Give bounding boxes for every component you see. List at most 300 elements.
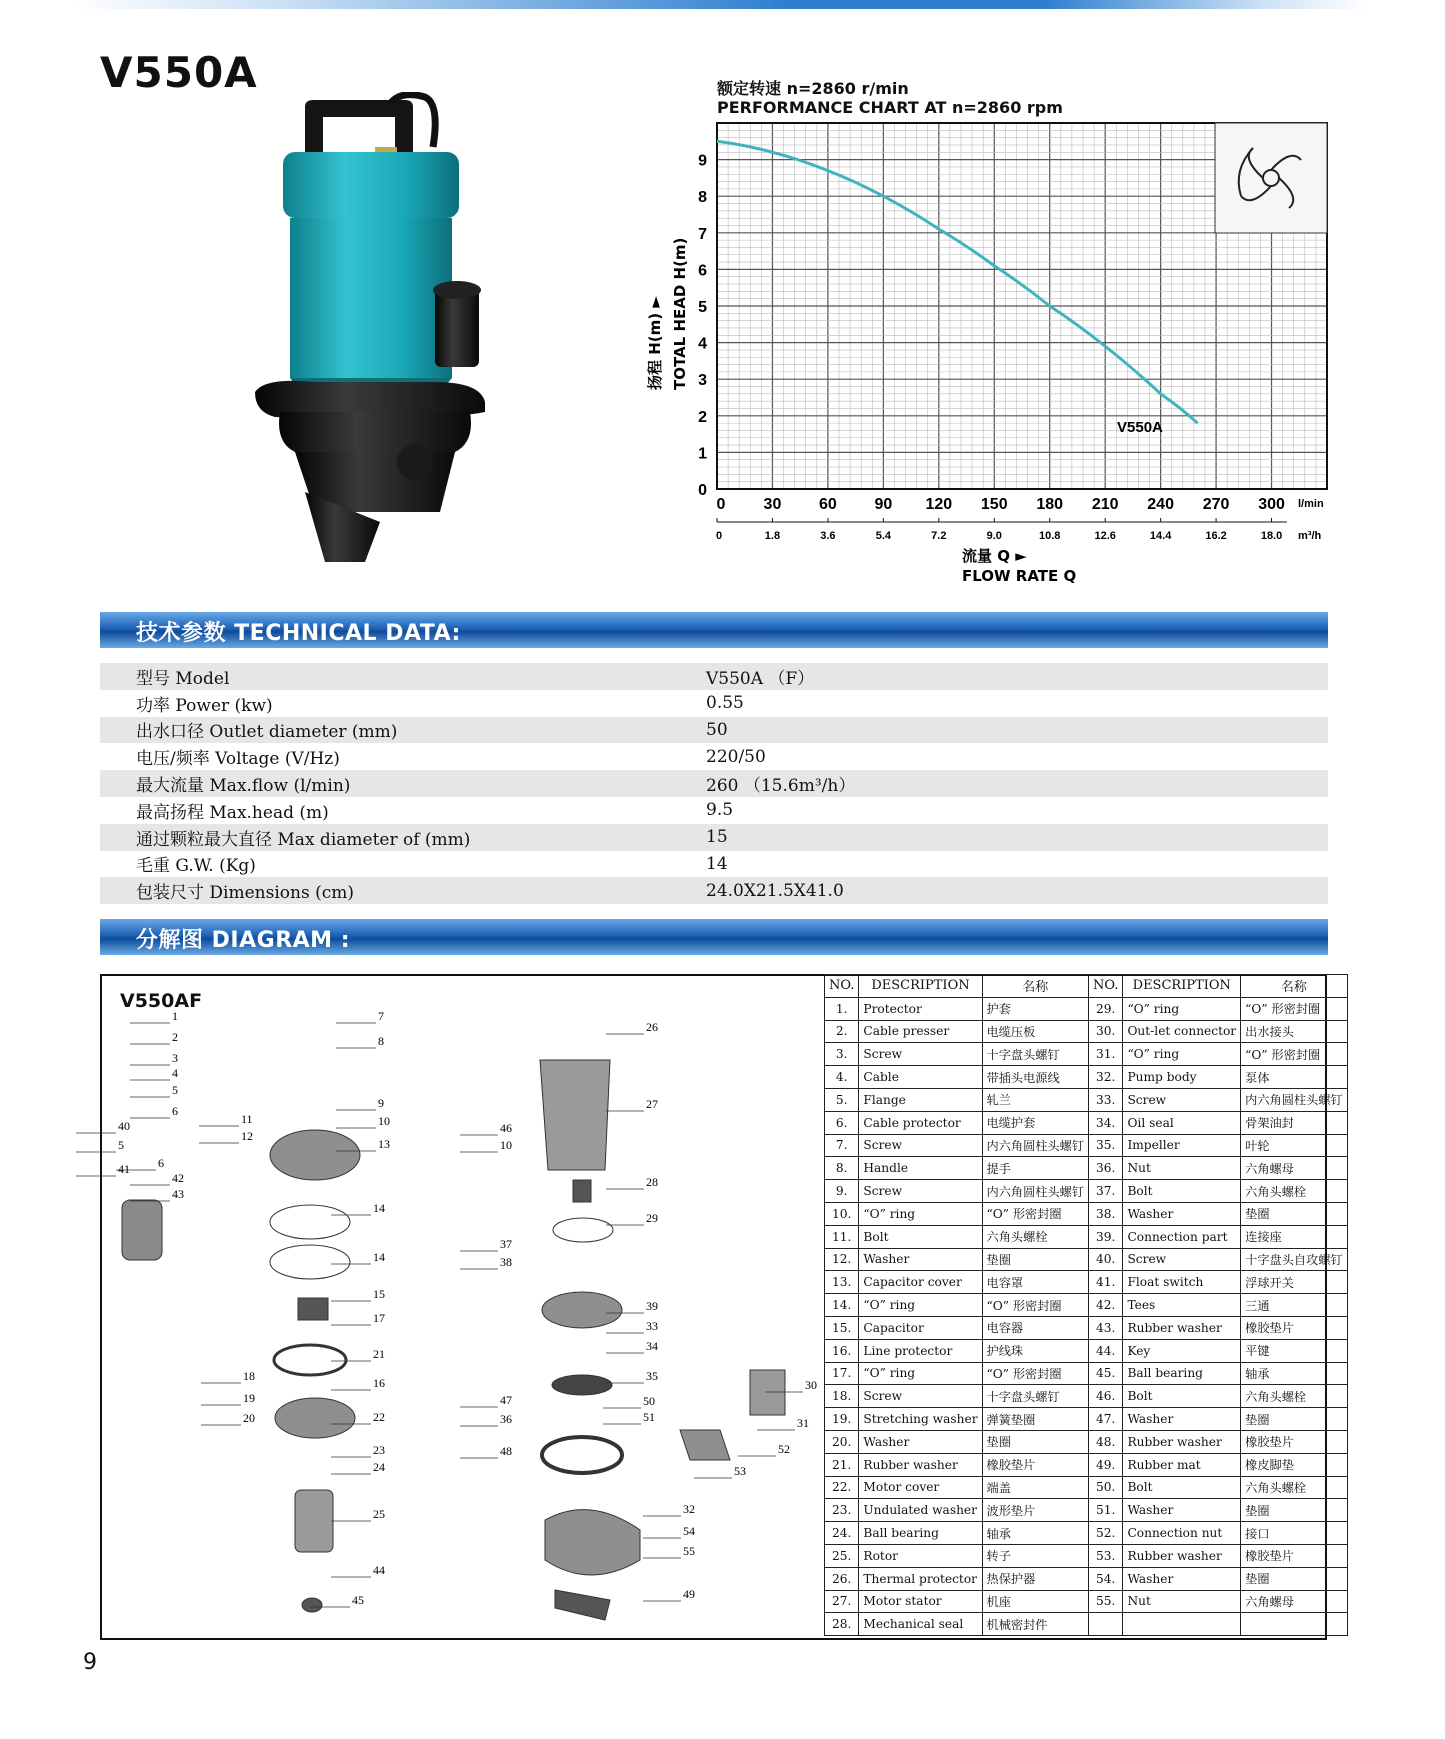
callout-label: 7 — [378, 1009, 384, 1023]
part-description: Motor cover — [859, 1476, 982, 1499]
x2-tick-label: 5.4 — [875, 530, 892, 542]
x-tick-label: 270 — [1202, 496, 1230, 513]
part-no: 18. — [825, 1385, 859, 1408]
part-description: Bolt — [1123, 1385, 1241, 1408]
part-no: 16. — [825, 1339, 859, 1362]
part-name-cn: 平键 — [1241, 1339, 1348, 1362]
tech-value: 220/50 — [706, 746, 766, 767]
part-no: 31. — [1089, 1043, 1123, 1066]
y-tick-label: 2 — [698, 408, 707, 426]
part-no: 37. — [1089, 1180, 1123, 1203]
tech-key: 出水口径 Outlet diameter (mm) — [100, 717, 706, 744]
callout-label: 27 — [646, 1097, 658, 1111]
part-no: 43. — [1089, 1316, 1123, 1339]
part-name-cn: “O” 形密封圈 — [982, 1362, 1089, 1385]
parts-row — [825, 1567, 1348, 1590]
y-tick-label: 1 — [698, 445, 707, 463]
part-name-cn: 垫圈 — [982, 1430, 1089, 1453]
parts-row — [825, 1111, 1348, 1134]
part-no: 23. — [825, 1499, 859, 1522]
part-name-cn: 十字盘头螺钉 — [982, 1385, 1089, 1408]
callout-label: 23 — [373, 1443, 385, 1457]
part-description: Connection part — [1123, 1225, 1241, 1248]
callout-label: 29 — [646, 1211, 658, 1225]
diagram-title: V550AF — [120, 990, 203, 1012]
parts-row — [825, 1202, 1348, 1225]
x2-tick-label: 16.2 — [1205, 530, 1227, 542]
part-description: Screw — [859, 1385, 982, 1408]
col-cn-2: 名称 — [1241, 975, 1348, 998]
callout-label: 2 — [172, 1030, 178, 1044]
part-no: 15. — [825, 1316, 859, 1339]
part-description: Washer — [859, 1248, 982, 1271]
part-name-cn: 六角头螺栓 — [1241, 1476, 1348, 1499]
callout-label: 12 — [241, 1129, 253, 1143]
tech-key: 通过颗粒最大直径 Max diameter of (mm) — [100, 824, 706, 851]
y-tick-label: 8 — [698, 189, 707, 207]
part-description: Rubber washer — [1123, 1430, 1241, 1453]
y-tick-label: 7 — [698, 225, 707, 243]
part-no: 9. — [825, 1180, 859, 1203]
part-description: Washer — [1123, 1567, 1241, 1590]
part-no: 5. — [825, 1088, 859, 1111]
part-name-cn: 热保护器 — [982, 1567, 1089, 1590]
tech-value: V550A （F） — [706, 663, 1328, 690]
callout-label: 50 — [643, 1394, 655, 1408]
part-no: 17. — [825, 1362, 859, 1385]
part-name-cn: 六角螺母 — [1241, 1157, 1348, 1180]
tech-key: 型号 Model — [100, 663, 706, 690]
part-description: Ball bearing — [859, 1522, 982, 1545]
parts-row — [825, 1385, 1348, 1408]
part-description: Capacitor — [859, 1316, 982, 1339]
col-desc-2: DESCRIPTION — [1123, 975, 1241, 998]
part-no: 47. — [1089, 1408, 1123, 1431]
part-name-cn: 六角螺母 — [1241, 1590, 1348, 1613]
part-description: Key — [1123, 1339, 1241, 1362]
part-no: 48. — [1089, 1430, 1123, 1453]
part-name-cn: 橡胶垫片 — [982, 1453, 1089, 1476]
part-name-cn: 机械密封件 — [982, 1613, 1089, 1636]
parts-row — [825, 1453, 1348, 1476]
callout-label: 35 — [646, 1369, 658, 1383]
part-name-cn: 轧兰 — [982, 1088, 1089, 1111]
part-name-cn: 十字盘头自攻螺钉 — [1241, 1248, 1348, 1271]
x-tick-label: 300 — [1258, 496, 1285, 513]
tech-value: 260 （15.6m³/h） — [706, 770, 1328, 797]
part-name-cn: 六角头螺栓 — [1241, 1385, 1348, 1408]
part-name-cn: 轴承 — [1241, 1362, 1348, 1385]
callout-label: 14 — [373, 1201, 385, 1215]
callout-label: 44 — [373, 1563, 385, 1577]
part-no: 35. — [1089, 1134, 1123, 1157]
part-no: 30. — [1089, 1020, 1123, 1043]
callout-label: 10 — [500, 1138, 512, 1152]
part-description: Undulated washer — [859, 1499, 982, 1522]
part-description: Cable — [859, 1066, 982, 1089]
part-name-cn: 弹簧垫圈 — [982, 1408, 1089, 1431]
part-description: Stretching washer — [859, 1408, 982, 1431]
tech-value: 14 — [706, 853, 728, 874]
parts-row — [825, 1180, 1348, 1203]
part-description: Mechanical seal — [859, 1613, 982, 1636]
part-name-cn: 浮球开关 — [1241, 1271, 1348, 1294]
parts-row — [825, 1020, 1348, 1043]
callout-label: 22 — [373, 1410, 385, 1424]
parts-row — [825, 1339, 1348, 1362]
callout-label: 28 — [646, 1175, 658, 1189]
callout-label: 31 — [797, 1416, 809, 1430]
callout-label: 45 — [352, 1593, 364, 1607]
part-description: Oil seal — [1123, 1111, 1241, 1134]
part-name-cn: 端盖 — [982, 1476, 1089, 1499]
x-tick-label: 210 — [1091, 496, 1119, 513]
part-no: 1. — [825, 997, 859, 1020]
callout-label: 3 — [172, 1051, 178, 1065]
callout-label: 47 — [500, 1393, 512, 1407]
parts-row — [825, 1590, 1348, 1613]
part-description: Bolt — [1123, 1476, 1241, 1499]
callout-label: 30 — [805, 1378, 817, 1392]
parts-row — [825, 1248, 1348, 1271]
part-no: 22. — [825, 1476, 859, 1499]
tech-value: 24.0X21.5X41.0 — [706, 877, 1328, 904]
part-no: 34. — [1089, 1111, 1123, 1134]
part-description: Motor stator — [859, 1590, 982, 1613]
parts-row — [825, 1043, 1348, 1066]
part-no: 26. — [825, 1567, 859, 1590]
parts-row — [825, 1294, 1348, 1317]
callout-label: 6 — [172, 1104, 178, 1118]
parts-row — [825, 1544, 1348, 1567]
callout-label: 24 — [373, 1460, 385, 1474]
part-name-cn: 转子 — [982, 1544, 1089, 1567]
part-no: 53. — [1089, 1544, 1123, 1567]
parts-row — [825, 1476, 1348, 1499]
part-description: Washer — [1123, 1499, 1241, 1522]
callout-label: 5 — [172, 1083, 178, 1097]
tech-key: 包装尺寸 Dimensions (cm) — [100, 877, 706, 904]
part-description: Impeller — [1123, 1134, 1241, 1157]
x-tick-label: 60 — [819, 496, 837, 513]
x2-tick-label: 9.0 — [986, 530, 1002, 542]
part-name-cn: 护套 — [982, 997, 1089, 1020]
part-description: Out-let connector — [1123, 1020, 1241, 1043]
part-name-cn: 提手 — [982, 1157, 1089, 1180]
parts-row — [825, 1408, 1348, 1431]
part-description: Flange — [859, 1088, 982, 1111]
part-description: Cable protector — [859, 1111, 982, 1134]
x2-tick-label: 0 — [715, 530, 723, 542]
y-tick-label: 6 — [698, 262, 707, 280]
part-no: 32. — [1089, 1066, 1123, 1089]
part-description: Screw — [1123, 1088, 1241, 1111]
part-description: Screw — [1123, 1248, 1241, 1271]
part-name-cn: 内六角圆柱头螺钉 — [982, 1134, 1089, 1157]
part-no: 29. — [1089, 997, 1123, 1020]
callout-label: 13 — [378, 1137, 390, 1151]
x-tick-label: 120 — [925, 496, 953, 513]
part-no: 20. — [825, 1430, 859, 1453]
part-description: Rubber washer — [1123, 1544, 1241, 1567]
tech-value: 15 — [706, 824, 1328, 851]
x-tick-label: 0 — [716, 496, 726, 513]
callout-label: 19 — [243, 1391, 255, 1405]
part-no: 33. — [1089, 1088, 1123, 1111]
callout-label: 33 — [646, 1319, 658, 1333]
callout-label: 38 — [500, 1255, 512, 1269]
part-name-cn: 带插头电源线 — [982, 1066, 1089, 1089]
part-no: 4. — [825, 1066, 859, 1089]
diagram-heading: 分解图 DIAGRAM : — [136, 928, 351, 953]
part-description: Rubber mat — [1123, 1453, 1241, 1476]
part-name-cn: 内六角圆柱头螺钉 — [1241, 1088, 1348, 1111]
page-number: 9 — [83, 1650, 97, 1675]
part-name-cn: 骨架油封 — [1241, 1111, 1348, 1134]
callout-label: 36 — [500, 1412, 512, 1426]
part-name-cn: 十字盘头螺钉 — [982, 1043, 1089, 1066]
part-name-cn: 接口 — [1241, 1522, 1348, 1545]
part-no: 52. — [1089, 1522, 1123, 1545]
part-description: Protector — [859, 997, 982, 1020]
callout-label: 16 — [373, 1376, 385, 1390]
callout-label: 32 — [683, 1502, 695, 1516]
part-no: 49. — [1089, 1453, 1123, 1476]
x2-tick-label: 3.6 — [820, 530, 836, 542]
part-name-cn: “O” 形密封圈 — [982, 1294, 1089, 1317]
part-name-cn: 垫圈 — [1241, 1202, 1348, 1225]
part-name-cn: 六角头螺栓 — [982, 1225, 1089, 1248]
callout-label: 8 — [378, 1034, 384, 1048]
chart-title-cn: 额定转速 n=2860 r/min — [717, 79, 909, 98]
x2-tick-label: 7.2 — [931, 530, 947, 542]
y-tick-label: 9 — [698, 152, 707, 170]
x-unit-2: m³/h — [1298, 530, 1322, 542]
callout-label: 54 — [683, 1524, 695, 1538]
part-name-cn — [1241, 1613, 1348, 1636]
callout-label: 20 — [243, 1411, 255, 1425]
part-no: 51. — [1089, 1499, 1123, 1522]
tech-value: 9.5 — [706, 800, 734, 821]
x-unit-1: l/min — [1298, 498, 1324, 510]
part-description: “O” ring — [859, 1202, 982, 1225]
part-description: Connection nut — [1123, 1522, 1241, 1545]
part-description: Rubber washer — [859, 1453, 982, 1476]
part-no: 54. — [1089, 1567, 1123, 1590]
callout-label: 37 — [500, 1237, 512, 1251]
part-no: 28. — [825, 1613, 859, 1636]
model-title: V550A — [100, 48, 258, 97]
part-description — [1123, 1613, 1241, 1636]
part-no: 42. — [1089, 1294, 1123, 1317]
part-name-cn: 橡胶垫片 — [1241, 1430, 1348, 1453]
callout-label: 18 — [243, 1369, 255, 1383]
x-tick-label: 30 — [763, 496, 782, 513]
callout-label: 4 — [172, 1066, 178, 1080]
callout-label: 41 — [118, 1162, 130, 1176]
part-no: 50. — [1089, 1476, 1123, 1499]
part-name-cn: 电容罩 — [982, 1271, 1089, 1294]
part-no — [1089, 1613, 1123, 1636]
part-name-cn: 连接座 — [1241, 1225, 1348, 1248]
callout-label: 21 — [373, 1347, 385, 1361]
callout-label: 48 — [500, 1444, 512, 1458]
tech-value: 0.55 — [706, 693, 744, 714]
part-no: 14. — [825, 1294, 859, 1317]
callout-label: 53 — [734, 1464, 746, 1478]
part-name-cn: “O” 形密封圈 — [982, 1202, 1089, 1225]
x2-tick-label: 14.4 — [1149, 530, 1172, 542]
xlabel-cn: 流量 Q ► — [962, 547, 1027, 565]
part-no: 25. — [825, 1544, 859, 1567]
callout-label: 15 — [373, 1287, 385, 1301]
callout-label: 39 — [646, 1299, 658, 1313]
xlabel-en: FLOW RATE Q — [962, 567, 1077, 585]
callout-label: 42 — [172, 1171, 184, 1185]
tech-key: 最大流量 Max.flow (l/min) — [100, 770, 706, 797]
part-no: 12. — [825, 1248, 859, 1271]
part-no: 19. — [825, 1408, 859, 1431]
part-no: 41. — [1089, 1271, 1123, 1294]
part-description: “O” ring — [1123, 1043, 1241, 1066]
part-name-cn: 泵体 — [1241, 1066, 1348, 1089]
col-desc: DESCRIPTION — [859, 975, 982, 998]
part-name-cn: 橡胶垫片 — [1241, 1544, 1348, 1567]
part-description: Thermal protector — [859, 1567, 982, 1590]
y-tick-label: 5 — [698, 299, 707, 316]
part-description: Screw — [859, 1134, 982, 1157]
part-name-cn: 内六角圆柱头螺钉 — [982, 1180, 1089, 1203]
impeller-inset — [1215, 123, 1327, 233]
callout-label: 1 — [172, 1009, 178, 1023]
callout-label: 55 — [683, 1544, 695, 1558]
part-description: “O” ring — [1123, 997, 1241, 1020]
part-no: 21. — [825, 1453, 859, 1476]
part-name-cn: 机座 — [982, 1590, 1089, 1613]
part-no: 46. — [1089, 1385, 1123, 1408]
part-name-cn: 垫圈 — [982, 1248, 1089, 1271]
part-name-cn: 电容器 — [982, 1316, 1089, 1339]
part-no: 36. — [1089, 1157, 1123, 1180]
part-description: Tees — [1123, 1294, 1241, 1317]
tech-heading: 技术参数 TECHNICAL DATA: — [136, 621, 461, 646]
part-no: 11. — [825, 1225, 859, 1248]
callout-label: 10 — [378, 1114, 390, 1128]
parts-row — [825, 1499, 1348, 1522]
part-no: 3. — [825, 1043, 859, 1066]
parts-row — [825, 1362, 1348, 1385]
part-no: 44. — [1089, 1339, 1123, 1362]
callout-label: 43 — [172, 1187, 184, 1201]
part-name-cn: 出水接头 — [1241, 1020, 1348, 1043]
part-name-cn: 垫圈 — [1241, 1499, 1348, 1522]
y-tick-label: 3 — [698, 372, 707, 390]
part-name-cn: 三通 — [1241, 1294, 1348, 1317]
callout-label: 46 — [500, 1121, 512, 1135]
part-description: Screw — [859, 1043, 982, 1066]
x-tick-label: 240 — [1147, 496, 1174, 513]
part-no: 7. — [825, 1134, 859, 1157]
part-name-cn: “O” 形密封圈 — [1241, 997, 1348, 1020]
part-no: 24. — [825, 1522, 859, 1545]
parts-row — [825, 1430, 1348, 1453]
y-tick-label: 0 — [698, 482, 707, 499]
part-name-cn: 橡皮脚垫 — [1241, 1453, 1348, 1476]
part-description: Float switch — [1123, 1271, 1241, 1294]
part-name-cn: 叶轮 — [1241, 1134, 1348, 1157]
part-name-cn: 橡胶垫片 — [1241, 1316, 1348, 1339]
curve-label: V550A — [1117, 419, 1163, 436]
part-no: 39. — [1089, 1225, 1123, 1248]
tech-key: 毛重 G.W. (Kg) — [136, 856, 256, 877]
chart-title-en: PERFORMANCE CHART AT n=2860 rpm — [717, 98, 1063, 117]
part-description: Washer — [1123, 1408, 1241, 1431]
part-description: Line protector — [859, 1339, 982, 1362]
callout-label: 17 — [373, 1311, 385, 1325]
parts-row — [825, 1225, 1348, 1248]
callout-label: 11 — [241, 1112, 253, 1126]
callout-label: 40 — [118, 1119, 130, 1133]
part-description: Rotor — [859, 1544, 982, 1567]
parts-row — [825, 1157, 1348, 1180]
part-name-cn: 轴承 — [982, 1522, 1089, 1545]
col-cn: 名称 — [982, 975, 1089, 998]
callout-label: 5 — [118, 1138, 124, 1152]
ylabel-en: TOTAL HEAD H(m) — [671, 237, 689, 390]
parts-row — [825, 1134, 1348, 1157]
part-no: 55. — [1089, 1590, 1123, 1613]
callout-label: 9 — [378, 1096, 384, 1110]
tech-value: 50 — [706, 717, 1328, 744]
callout-label: 52 — [778, 1442, 790, 1456]
parts-table — [824, 974, 1348, 1636]
callout-label: 49 — [683, 1587, 695, 1601]
part-description: Pump body — [1123, 1066, 1241, 1089]
part-description: Nut — [1123, 1157, 1241, 1180]
part-description: Bolt — [1123, 1180, 1241, 1203]
part-description: “O” ring — [859, 1294, 982, 1317]
part-no: 38. — [1089, 1202, 1123, 1225]
x2-tick-label: 18.0 — [1260, 530, 1283, 542]
ylabel-cn: 扬程 H(m) ► — [646, 296, 664, 390]
col-no-2: NO. — [1089, 975, 1123, 998]
part-description: Capacitor cover — [859, 1271, 982, 1294]
part-name-cn: 电缆压板 — [982, 1020, 1089, 1043]
part-description: Washer — [859, 1430, 982, 1453]
part-name-cn: 电缆护套 — [982, 1111, 1089, 1134]
part-no: 8. — [825, 1157, 859, 1180]
part-name-cn: “O” 形密封圈 — [1241, 1043, 1348, 1066]
part-description: Nut — [1123, 1590, 1241, 1613]
callout-label: 14 — [373, 1250, 385, 1264]
part-description: Rubber washer — [1123, 1316, 1241, 1339]
part-description: “O” ring — [859, 1362, 982, 1385]
y-tick-label: 4 — [698, 335, 707, 353]
part-no: 45. — [1089, 1362, 1123, 1385]
parts-row — [825, 1316, 1348, 1339]
part-description: Bolt — [859, 1225, 982, 1248]
parts-row — [825, 1613, 1348, 1636]
parts-row — [825, 1066, 1348, 1089]
part-name-cn: 垫圈 — [1241, 1408, 1348, 1431]
parts-row — [825, 997, 1348, 1020]
part-no: 13. — [825, 1271, 859, 1294]
part-name-cn: 垫圈 — [1241, 1567, 1348, 1590]
part-name-cn: 六角头螺栓 — [1241, 1180, 1348, 1203]
callout-label: 34 — [646, 1339, 658, 1353]
tech-key: 最高扬程 Max.head (m) — [136, 802, 329, 823]
x2-tick-label: 10.8 — [1039, 530, 1061, 542]
